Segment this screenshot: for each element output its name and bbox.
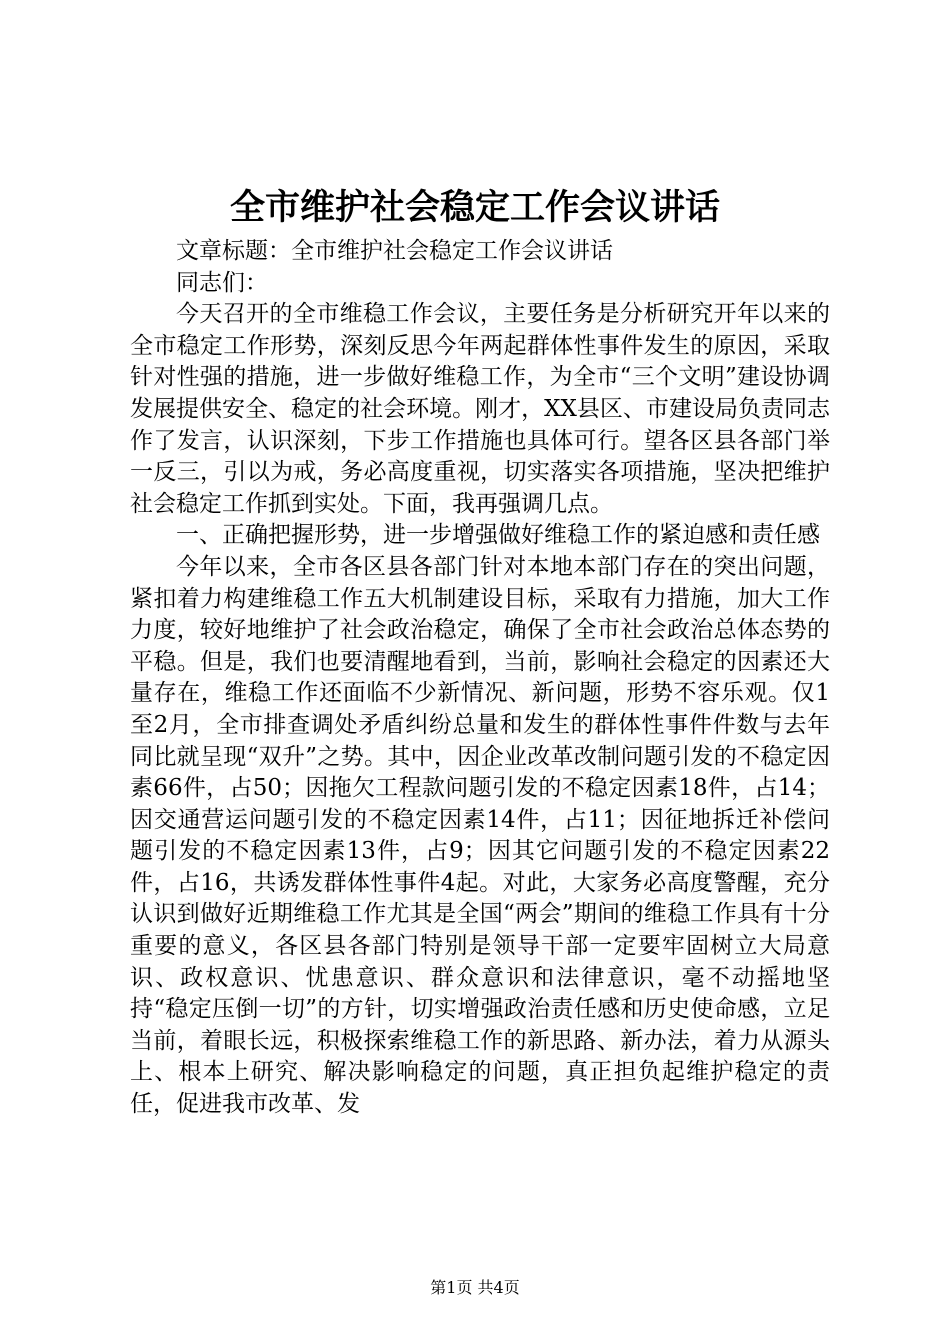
page-footer: 第1页 共4页 — [430, 1278, 520, 1297]
document-title: 全市维护社会稳定工作会议讲话 — [229, 188, 720, 228]
article-title-line: 文章标题：全市维护社会稳定工作会议讲话 — [176, 238, 613, 264]
document-body — [130, 236, 830, 1121]
section-heading: 一、正确把握形势，进一步增强做好维稳工作的紧迫感和责任感 — [176, 522, 820, 549]
body-paragraph: 今年以来，全市各区县各部门针对本地本部门存在的突出问题，紧扣着力构建维稳工作五大机制建设目标，采取有力措施，加大工作力度，较好地维护了社会政治稳定，确保了全市社会政治总体态势的平稳。但是，我们也要清醒地看到，当前，影响社会稳定的因素还大量存在，维稳工作还面临不少新情况、新问题，形势不容乐观。仅1至2月，全市排查调处矛盾纠纷总量和发生的群体性事件件数与去年同比就呈现“双升”之势。其中，因企业改革改制问题引发的不稳定因素66件，占50；因拖欠工程款问题引发的不稳定因素18件，占14；因交通营运问题引发的不稳定因素14件，占11；因征地拆迁补偿问题引发的不稳定因素13件，占9；因其它问题引发的不稳定因素22件，占16，共诱发群体性事件4起。对此，大家务必高度警醒，充分认识到做好近期维稳工作尤其是全国“两会”期间的维稳工作具有十分重要的意义，各区县各部门特别是领导干部一定要牢固树立大局意识、政权意识、忧患意识、群众意识和法律意识，毫不动摇地坚持“稳定压倒一切”的方针，切实增强政治责任感和历史使命感，立足当前，着眼长远，积极探索维稳工作的新思路、新办法，着力从源头上、根本上研究、解决影响稳定的问题，真正担负起维护稳定的责任，促进我市改革、发 — [130, 553, 830, 1118]
body-paragraph: 今天召开的全市维稳工作会议，主要任务是分析研究开年以来的全市稳定工作形势，深刻反思今年两起群体性事件发生的原因，采取针对性强的措施，进一步做好维稳工作，为全市“三个文明”建设协调发展提供安全、稳定的社会环境。刚才，XX县区、市建设局负责同志作了发言，认识深刻，下步工作措施也具体可行。望各区县各部门举一反三，引以为戒，务必高度重视，切实落实各项措施，坚决把维护社会稳定工作抓到实处。下面，我再强调几点。 — [130, 301, 830, 517]
salutation: 同志们： — [176, 269, 268, 296]
